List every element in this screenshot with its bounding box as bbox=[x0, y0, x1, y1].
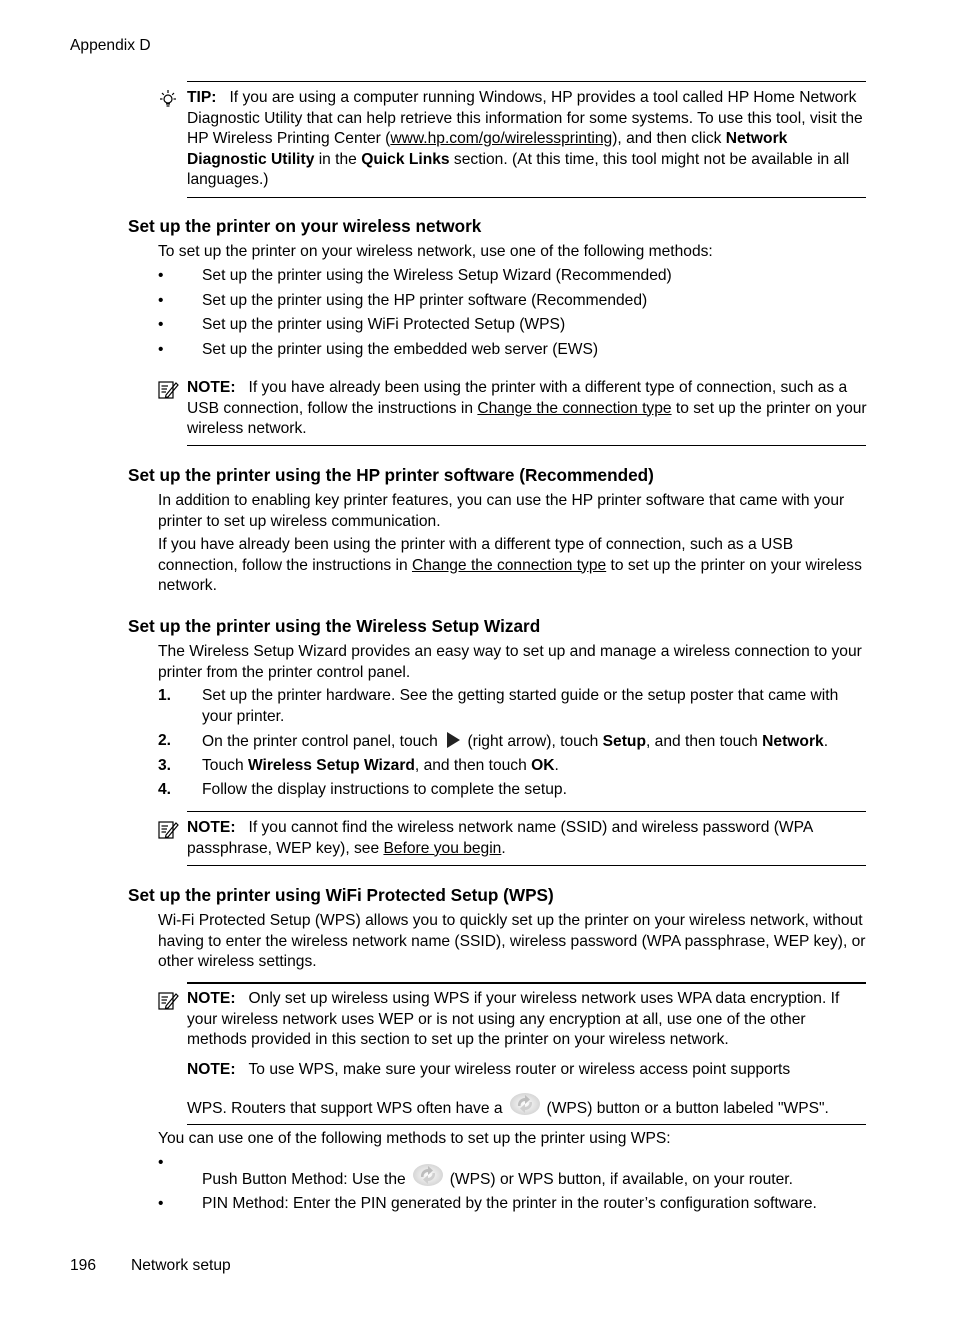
note-text-1: If you have already been using the printer with a different type of connection, such as a USB connection, follow the instructions in bbox=[187, 379, 848, 417]
step-3-text-2: , and then touch bbox=[414, 757, 532, 774]
footer-section-title: Network setup bbox=[131, 1257, 231, 1274]
note-text-2: to set up the printer on your wireless network. bbox=[187, 399, 867, 437]
software-para-2-text-1: If you have already been using the printer with a different type of connection, such as a USB connection, follow the instructions in bbox=[158, 536, 794, 574]
step-number: 3. bbox=[158, 757, 172, 774]
note-icon bbox=[157, 989, 179, 1011]
page-footer bbox=[70, 1256, 231, 1277]
bullet-mark: • bbox=[158, 267, 164, 284]
heading-hp-software: Set up the printer using the HP printer software (Recommended) bbox=[128, 465, 654, 485]
wps-intro: Wi-Fi Protected Setup (WPS) allows you to quickly set up the printer on your wireless network, without having to enter the wireless network name (SSID), wireless password (WPA passphrase, WEP key), or other wireless settings. bbox=[158, 912, 866, 970]
note-text-3: (WPS) button or a button labeled "WPS". bbox=[546, 1100, 829, 1118]
note-top-rule bbox=[187, 982, 866, 984]
wizard-intro: The Wireless Setup Wizard provides an easy way to set up and manage a wireless connection to your printer from the printer control panel. bbox=[158, 643, 862, 681]
wps-methods-intro: You can use one of the following methods to set up the printer using WPS: bbox=[158, 1130, 671, 1147]
tip-bold-quick-links: Quick Links bbox=[361, 150, 450, 168]
tip-bold-utility: Network Diagnostic Utility bbox=[187, 130, 788, 168]
tip-text-2: ), and then click bbox=[612, 130, 726, 147]
software-para-1: In addition to enabling key printer features, you can use the HP printer software that came with your printer to set up wireless communication. bbox=[158, 492, 845, 530]
step-2-bold-setup: Setup bbox=[602, 733, 646, 750]
bullet-mark: • bbox=[158, 292, 164, 309]
note-bottom-rule bbox=[187, 865, 866, 866]
note-icon bbox=[157, 818, 179, 840]
note-ssid bbox=[187, 818, 869, 859]
page-number: 196 bbox=[70, 1257, 97, 1274]
bullet-mark: • bbox=[158, 1195, 164, 1212]
note-label: NOTE: bbox=[187, 379, 236, 396]
wireless-printing-link[interactable]: www.hp.com/go/wirelessprinting bbox=[390, 130, 613, 147]
wps-method-push-button bbox=[202, 1163, 868, 1197]
change-connection-link[interactable]: Change the connection type bbox=[411, 556, 607, 574]
note-wpa-encryption bbox=[187, 989, 869, 1051]
push-button-text-1: Push Button Method: Use the bbox=[202, 1171, 406, 1189]
change-connection-link[interactable]: Change the connection type bbox=[477, 399, 672, 417]
note-label: NOTE: bbox=[187, 1061, 236, 1078]
tip-label: TIP: bbox=[187, 89, 217, 106]
tip-top-rule bbox=[187, 81, 866, 82]
bullet-mark: • bbox=[158, 316, 164, 333]
step-2-text-4: . bbox=[823, 733, 829, 750]
wps-method-pin: PIN Method: Enter the PIN generated by the printer in the router’s configuration software. bbox=[202, 1195, 817, 1212]
note-bottom-rule bbox=[187, 445, 866, 446]
step-2-bold-network: Network bbox=[762, 733, 824, 750]
note-wps-support-line-2 bbox=[187, 1092, 869, 1126]
wireless-intro: To set up the printer on your wireless network, use one of the following methods: bbox=[158, 243, 713, 260]
right-arrow-icon bbox=[445, 731, 461, 756]
heading-setup-wizard: Set up the printer using the Wireless Setup Wizard bbox=[128, 616, 541, 636]
tip-bottom-rule bbox=[187, 197, 866, 198]
method-item: Set up the printer using the embedded web server (EWS) bbox=[202, 341, 599, 358]
push-button-text-2: (WPS) or WPS button, if available, on your router. bbox=[449, 1171, 793, 1189]
step-text: Set up the printer hardware. See the getting started guide or the setup poster that came with your printer. bbox=[202, 687, 839, 725]
note-bottom-rule bbox=[187, 1124, 866, 1125]
step-number: 4. bbox=[158, 781, 172, 798]
tip-text-1: If you are using a computer running Windows, HP provides a tool called HP Home Network Diagnostic Utility that can help retrieve this information for some systems. To use this tool, visit the HP Wireless Printing Center ( bbox=[187, 89, 863, 147]
method-item: Set up the printer using the Wireless Setup Wizard (Recommended) bbox=[202, 267, 672, 284]
lightbulb-icon bbox=[157, 89, 179, 111]
step-3-text-1: Touch bbox=[202, 757, 248, 774]
tip-text bbox=[187, 88, 869, 191]
note-text-2: WPS. Routers that support WPS often have a bbox=[187, 1100, 503, 1118]
note-text-2: . bbox=[501, 839, 506, 857]
heading-wps: Set up the printer using WiFi Protected Setup (WPS) bbox=[128, 885, 554, 905]
wps-icon bbox=[412, 1163, 444, 1197]
note-label: NOTE: bbox=[187, 819, 236, 836]
note-wps-support bbox=[187, 1060, 869, 1081]
note-text-1: If you cannot find the wireless network name (SSID) and wireless password (WPA passphrase, WEP key), see bbox=[187, 819, 813, 857]
step-text: Follow the display instructions to complete the setup. bbox=[202, 781, 567, 798]
note-text-1: To use WPS, make sure your wireless router or wireless access point supports bbox=[248, 1061, 791, 1078]
step-3-text-3: . bbox=[554, 757, 559, 774]
note-change-connection bbox=[187, 378, 869, 440]
step-2-text-2: (right arrow), touch bbox=[463, 733, 603, 750]
bullet-mark: • bbox=[158, 1154, 164, 1171]
tip-text-4: section. (At this time, this tool might not be available in all languages.) bbox=[187, 150, 850, 188]
running-head: Appendix D bbox=[70, 37, 151, 54]
step-3-bold-ok: OK bbox=[531, 757, 555, 774]
step-text bbox=[202, 731, 868, 756]
wps-icon bbox=[509, 1092, 541, 1126]
software-para-2 bbox=[158, 535, 868, 597]
note-icon bbox=[157, 378, 179, 400]
step-2-text-3: , and then touch bbox=[645, 733, 763, 750]
software-para-2-text-2: to set up the printer on your wireless network. bbox=[158, 556, 862, 594]
tip-text-3: in the bbox=[314, 150, 362, 168]
step-2-text-1: On the printer control panel, touch bbox=[202, 733, 443, 750]
step-3-bold-wizard: Wireless Setup Wizard bbox=[247, 757, 415, 774]
note-label: NOTE: bbox=[187, 990, 236, 1007]
heading-wireless-network: Set up the printer on your wireless network bbox=[128, 216, 482, 236]
method-item: Set up the printer using WiFi Protected Setup (WPS) bbox=[202, 316, 566, 333]
before-you-begin-link[interactable]: Before you begin bbox=[383, 839, 502, 857]
step-text bbox=[202, 756, 868, 777]
note-text: Only set up wireless using WPS if your wireless network uses WPA data encryption. If your wireless network uses WEP or is not using any encryption at all, use one of the other methods provided in this section to set up the printer on your wireless network. bbox=[187, 990, 840, 1048]
note-top-rule bbox=[187, 811, 866, 812]
bullet-mark: • bbox=[158, 341, 164, 358]
method-item: Set up the printer using the HP printer software (Recommended) bbox=[202, 292, 648, 309]
step-number: 2. bbox=[158, 732, 172, 749]
step-number: 1. bbox=[158, 687, 172, 704]
